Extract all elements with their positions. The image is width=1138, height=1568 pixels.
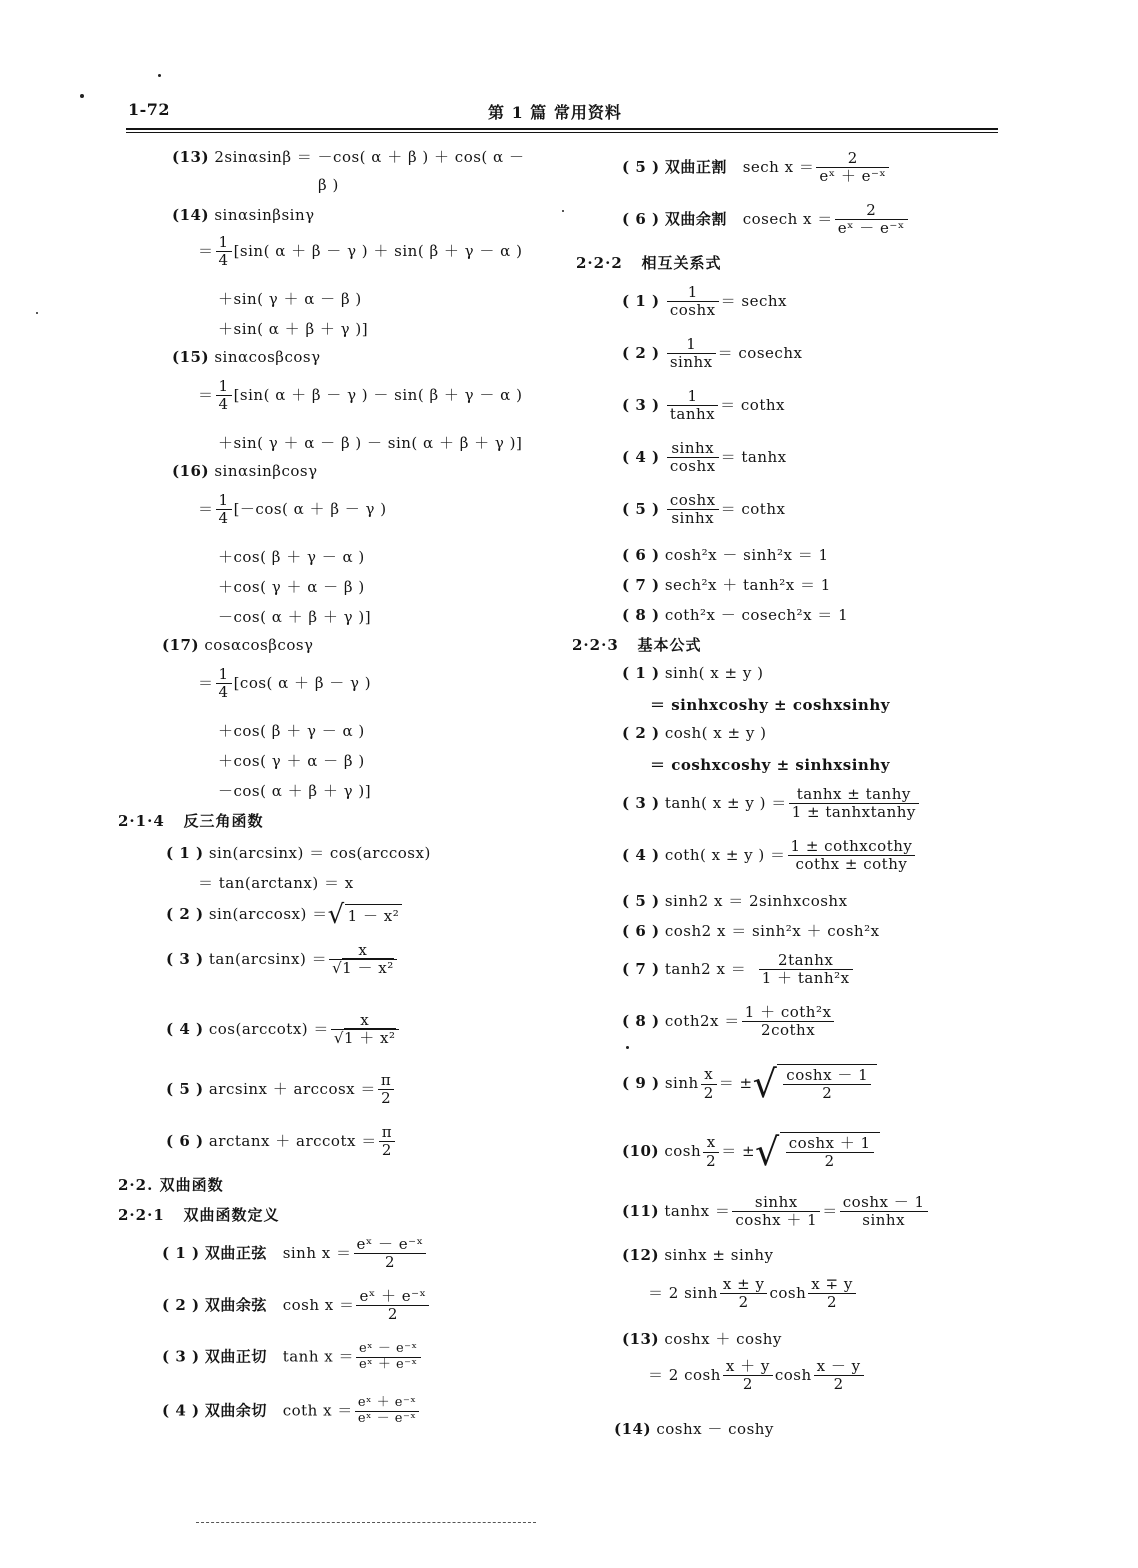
arc-formula-3: ( 3 ) tan(arcsinx) ＝ $\frac{x}{\text{√1 － x²}}$ [166, 942, 399, 978]
arc-formula-6: ( 6 ) arctanx ＋ arccotx ＝ $\frac{\pi}{2}$ [166, 1124, 397, 1160]
basic-formula-8: ( 8 ) coth2x ＝ $\frac{\text{1 ＋ coth²x}}{\text{2cothx}}$ [622, 1004, 836, 1040]
hyperbolic-def-6: ( 6 ) 双曲余割 cosech x ＝ $\frac{2}{\text{eˣ － e⁻ˣ}}$ [622, 202, 910, 238]
formula-16-line1: ＝ $\frac{1}{4}$ [－cos( α ＋ β － γ ) [198, 491, 387, 528]
section-2-2-3-heading: 2·2·3 基本公式 [572, 636, 702, 654]
formula-14-line1: ＝ $\frac{1}{4}$ [sin( α ＋ β － γ ) ＋ sin( β ＋ γ － α ) [198, 233, 523, 270]
relation-3: ( 3 ) $\frac{1}{\tanh x}$ ＝ cothx [622, 387, 785, 424]
hyperbolic-def-5: ( 5 ) 双曲正割 sech x ＝ $\frac{2}{\text{eˣ ＋ e⁻ˣ}}$ [622, 150, 891, 186]
header-rule [126, 128, 998, 130]
basic-formula-12-cont: ＝ 2 sinh $\frac{x \pm y}{2}$ cosh $\frac{x \mp y}{2}$ [648, 1276, 858, 1312]
relation-4: ( 4 ) $\frac{\sinh x}{\cosh x}$ ＝ tanhx [622, 439, 787, 476]
hyperbolic-def-3: ( 3 ) 双曲正切 tanh x ＝ $\frac{\text{eˣ － e⁻ˣ}}{\text{eˣ ＋ e⁻ˣ}}$ [162, 1342, 423, 1373]
formula-15-line1: ＝ $\frac{1}{4}$ [sin( α ＋ β － γ ) － sin( β ＋ γ － α ) [198, 377, 523, 414]
page-number: 1-72 [128, 100, 171, 119]
arc-formula-4: ( 4 ) cos(arccotx) ＝ $\frac{x}{\text{√1 ＋ x²}}$ [166, 1012, 401, 1048]
header-rule-thin [126, 132, 998, 133]
arc-formula-2: ( 2 ) sin(arccosx) ＝√ 1 － x² [166, 900, 402, 930]
running-title: 第 1 篇 常用资料 [488, 103, 622, 122]
scan-speck [36, 312, 38, 314]
basic-formula-6: ( 6 ) cosh2 x ＝ sinh²x ＋ cosh²x [622, 922, 880, 940]
relation-8: ( 8 ) coth²x － cosech²x ＝ 1 [622, 606, 849, 624]
basic-formula-13-cont: ＝ 2 cosh $\frac{x + y}{2}$ cosh $\frac{x - y}{2}$ [648, 1358, 866, 1394]
formula-16-line4: －cos( α ＋ β ＋ γ )] [218, 608, 372, 626]
relation-6: ( 6 ) cosh²x － sinh²x ＝ 1 [622, 546, 829, 564]
section-2-2-1-heading: 2·2·1 双曲函数定义 [118, 1206, 280, 1224]
relation-1: ( 1 ) $\frac{1}{\cosh x}$ ＝ sechx [622, 283, 787, 320]
formula-17-line1: ＝ $\frac{1}{4}$ [cos( α ＋ β － γ ) [198, 665, 372, 702]
formula-14-line3: ＋sin( α ＋ β ＋ γ )] [218, 320, 369, 338]
formula-14-line2: ＋sin( γ ＋ α － β ) [218, 290, 362, 308]
formula-13-cont: β ) [318, 176, 339, 194]
basic-formula-2-cont: ＝ coshxcoshy ± sinhxsinhy [650, 756, 890, 774]
formula-17-line2: ＋cos( β ＋ γ － α ) [218, 722, 365, 740]
formula-17: (17) cosαcosβcosγ [162, 636, 314, 654]
formula-17-line3: ＋cos( γ ＋ α － β ) [218, 752, 365, 770]
formula-16: (16) sinαsinβcosγ [172, 462, 318, 480]
scan-speck [562, 210, 564, 212]
formula-16-line2: ＋cos( β ＋ γ － α ) [218, 548, 365, 566]
basic-formula-7: ( 7 ) tanh2 x ＝ $\frac{2\tanh x}{\text{1 ＋ tanh²x}}$ [622, 952, 855, 988]
basic-formula-12: (12) sinhx ± sinhy [622, 1246, 774, 1264]
arc-formula-5: ( 5 ) arcsinx ＋ arccosx ＝ $\frac{\pi}{2}$ [166, 1072, 396, 1108]
section-2-1-4-heading: 2·1·4 反三角函数 [118, 812, 264, 830]
arc-formula-1: ( 1 ) sin(arcsinx) ＝ cos(arccosx) [166, 844, 431, 862]
formula-15-line2: ＋sin( γ ＋ α － β ) － sin( α ＋ β ＋ γ )] [218, 434, 523, 452]
basic-formula-1-cont: ＝ sinhxcoshy ± coshxsinhy [650, 696, 890, 714]
relation-7: ( 7 ) sech²x ＋ tanh²x ＝ 1 [622, 576, 831, 594]
section-2-2-2-heading: 2·2·2 相互关系式 [576, 254, 722, 272]
hyperbolic-def-2: ( 2 ) 双曲余弦 cosh x ＝ $\frac{\text{eˣ ＋ e⁻ˣ}}{2}$ [162, 1288, 431, 1324]
scan-speck [626, 1046, 629, 1049]
basic-formula-3: ( 3 ) tanh( x ± y ) ＝ $\frac{\tanh x \pm \tanh y}{\text{1 ± tanhxtanhy}}$ [622, 786, 921, 822]
hyperbolic-def-1: ( 1 ) 双曲正弦 sinh x ＝ $\frac{\text{eˣ － e⁻ˣ}}{2}$ [162, 1236, 428, 1272]
formula-16-line3: ＋cos( γ ＋ α － β ) [218, 578, 365, 596]
relation-2: ( 2 ) $\frac{1}{\sinh x}$ ＝ cosechx [622, 335, 803, 372]
section-2-2-heading: 2·2. 双曲函数 [118, 1176, 224, 1194]
basic-formula-2: ( 2 ) cosh( x ± y ) [622, 724, 767, 742]
basic-formula-10: (10) cosh $\frac{x}{2}$ ＝ ±√ $\frac{\cosh x + 1}{2}$ [622, 1130, 880, 1174]
relation-5: ( 5 ) $\frac{\cosh x}{\sinh x}$ ＝ cothx [622, 491, 786, 528]
basic-formula-5: ( 5 ) sinh2 x ＝ 2sinhxcoshx [622, 892, 848, 910]
formula-13: (13) 2sinαsinβ ＝ －cos( α ＋ β ) ＋ cos( α － [172, 148, 525, 166]
formula-15: (15) sinαcosβcosγ [172, 348, 321, 366]
arc-formula-1-cont: ＝ tan(arctanx) ＝ x [198, 874, 354, 892]
basic-formula-9: ( 9 ) sinh $\frac{x}{2}$ ＝ ±√ $\frac{\cosh x - 1}{2}$ [622, 1062, 877, 1106]
basic-formula-1: ( 1 ) sinh( x ± y ) [622, 664, 764, 682]
scan-speck [80, 94, 84, 98]
basic-formula-13: (13) coshx ＋ coshy [622, 1330, 782, 1348]
basic-formula-14: (14) coshx － coshy [614, 1420, 774, 1438]
basic-formula-4: ( 4 ) coth( x ± y ) ＝ $\frac{\text{1 ± cothxcothy}}{\text{cothx ± cothy}}$ [622, 838, 917, 874]
scan-speck [158, 74, 161, 77]
formula-14: (14) sinαsinβsinγ [172, 206, 315, 224]
hyperbolic-def-4: ( 4 ) 双曲余切 coth x ＝ $\frac{\text{eˣ ＋ e⁻ˣ}}{\text{eˣ － e⁻ˣ}}$ [162, 1396, 421, 1427]
basic-formula-11: (11) tanhx ＝ $\frac{\sinh x}{\cosh x + 1}$ ＝ $\frac{\cosh x - 1}{\sinh x}$ [622, 1194, 930, 1230]
formula-17-line4: －cos( α ＋ β ＋ γ )] [218, 782, 372, 800]
footer-line [196, 1522, 536, 1523]
